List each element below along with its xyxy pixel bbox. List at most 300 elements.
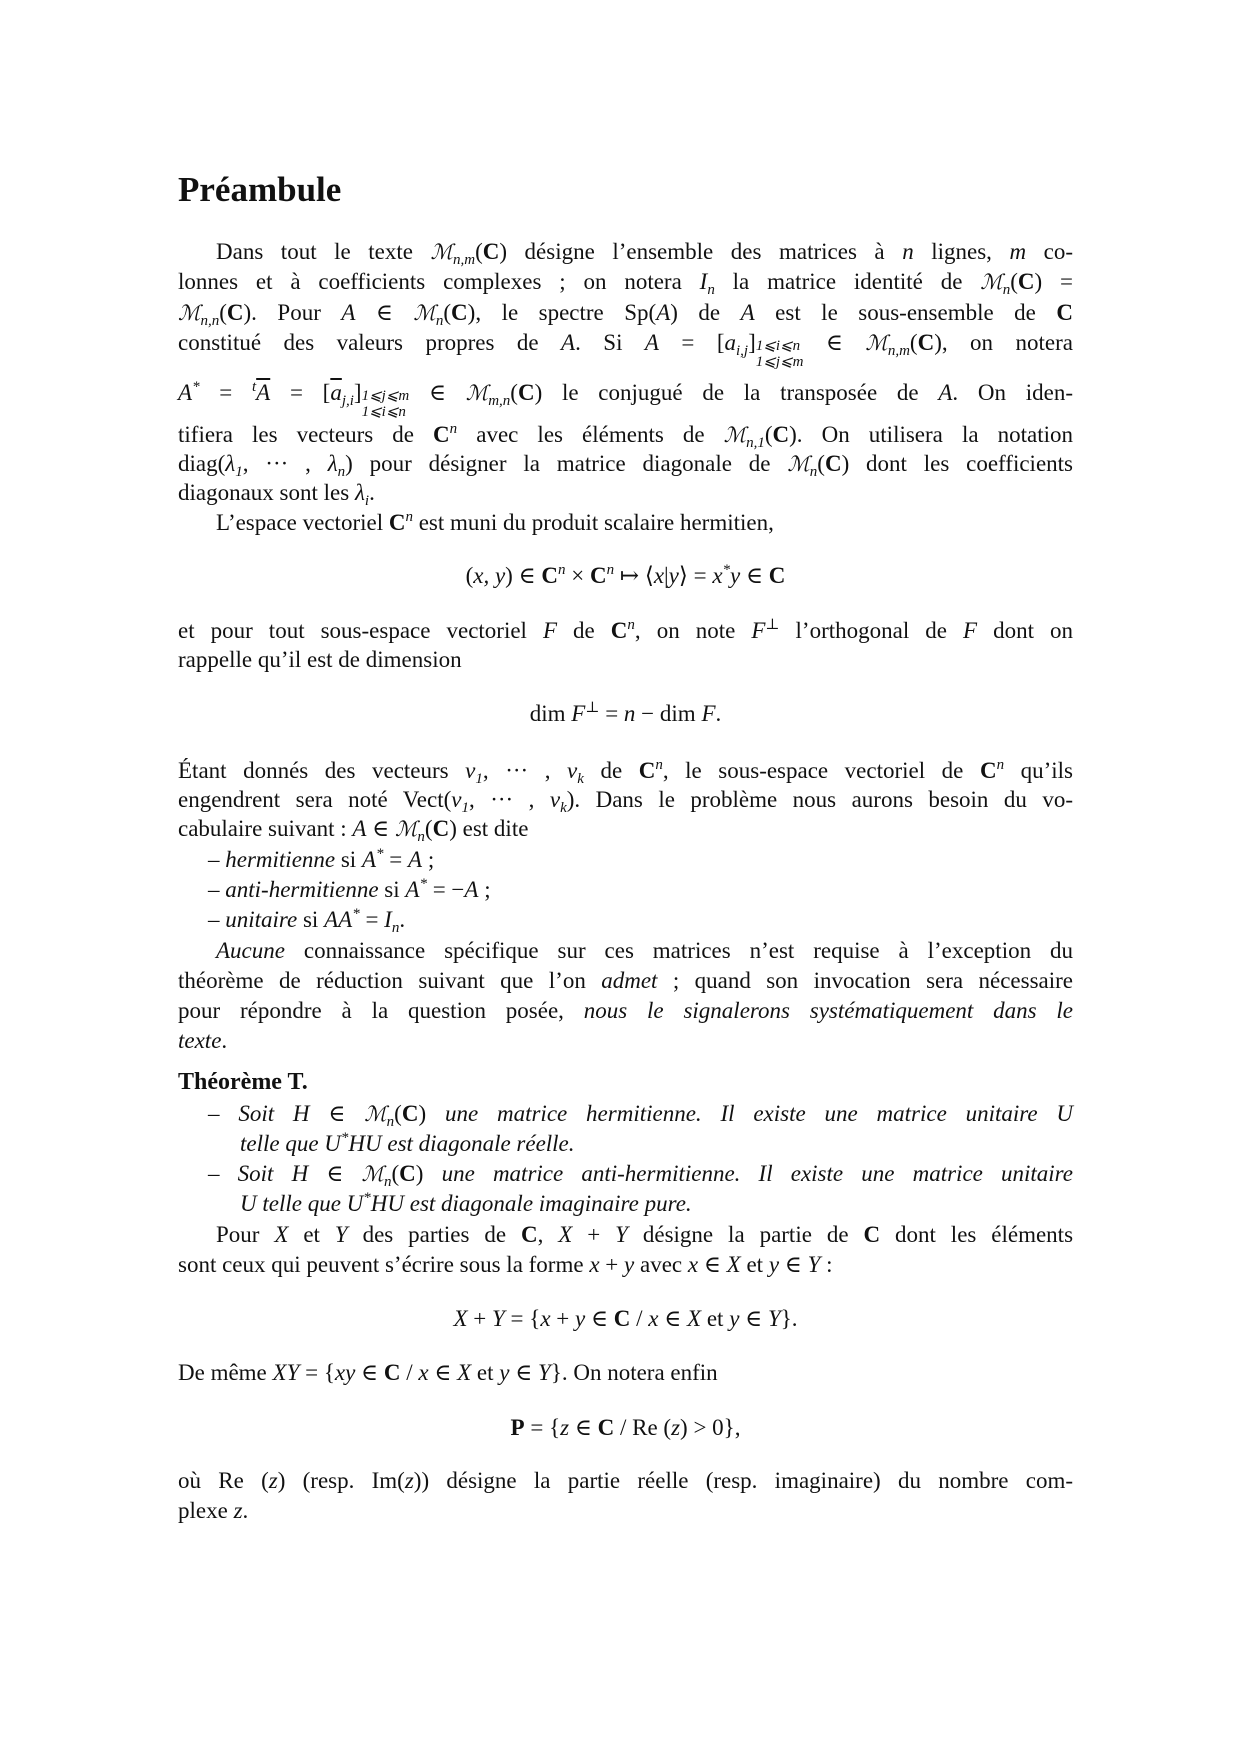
math-run: y [499,1360,510,1385]
display-equation [178,699,1073,729]
text-run: ∈ [803,330,866,355]
math-symbol: ℳ [364,1102,387,1126]
theorem-item [208,1159,1073,1189]
math-run: j,i [341,393,354,409]
paragraph-line [216,936,1073,966]
text-run: ). Pour [243,300,342,325]
text-run: / Re ( [614,1415,672,1440]
math-run: A [561,330,576,355]
text-run: = − [426,877,465,902]
math-run: anti-hermitienne [225,877,379,902]
math-run: n [391,920,400,936]
math-run: Soit H ∈ [237,1161,362,1186]
text-run: lignes, [913,239,1010,264]
math-run: n [557,562,566,578]
math-run: Y [615,1222,628,1247]
text-run: , on note [634,618,752,643]
text-run: : [820,1252,833,1277]
text-run: rappelle qu’il est de dimension [178,647,462,672]
paragraph-line [178,1026,1073,1056]
text-run: et [740,1252,769,1277]
math-run: t [252,379,257,395]
math-run: F [963,618,978,643]
math-run: Y [334,1222,348,1247]
math-run: X [274,1222,289,1247]
math-run: y [729,1306,740,1331]
text-run: et pour tout sous-espace vectoriel [178,618,543,643]
paragraph-line [178,645,1073,675]
text-run: = [ [658,330,725,355]
math-run: U telle que U [240,1191,364,1216]
text-run: sont ceux qui peuvent s’écrire sous la forme [178,1252,590,1277]
text-run: . [369,480,375,505]
math-run: C [768,563,786,588]
math-run: 1 [461,800,469,816]
math-symbol: ℳ [178,301,201,325]
paragraph-line [178,616,1073,646]
text-run: ) = [1034,269,1073,294]
math-run: * [363,1190,371,1206]
math-run: X [457,1360,472,1385]
text-run: Dans tout le texte [216,239,431,264]
text-run: , [537,1222,559,1247]
text-run: plexe [178,1498,234,1523]
paragraph-line [178,966,1073,996]
text-run: de [583,758,639,783]
math-run: A [644,330,659,355]
math-run: $\overline{a}$ [330,380,342,405]
paragraph-line [178,420,1073,450]
text-run: – [208,1161,238,1186]
text-run: ; [422,847,435,872]
text-run: cabulaire suivant : [178,816,353,841]
text-run: ∈ [585,1306,614,1331]
text-run: – [208,1101,239,1126]
text-run: ) > 0}, [680,1415,741,1440]
math-run: n [405,509,413,525]
math-run: A [178,380,193,405]
text-run: L’espace vectoriel [216,510,389,535]
math-run: C [433,422,450,447]
index-range [756,338,804,370]
index-range-row: 1⩽j⩽m [361,388,410,404]
list-item [208,845,1073,875]
text-run: lonnes et à coefficients complexes ; on notera [178,269,700,294]
text-run: ( [1010,269,1018,294]
theorem-heading: Théorème T. [178,1069,308,1095]
math-run: C [451,300,468,325]
math-run: nous le signalerons systématiquement dans le [583,998,1073,1023]
text-run: ( [219,300,227,325]
math-run: n [435,313,444,329]
math-run: xy [334,1360,356,1385]
math-run: k [560,800,567,816]
math-run: HU est diagonale imaginaire pure. [370,1191,692,1216]
text-run: ). Dans le problème nous aurons besoin du vo- [566,787,1073,812]
paragraph-line [216,237,1073,267]
text-run: Pour [216,1222,275,1247]
text-run: }. On notera enfin [550,1360,718,1385]
math-run: C [482,239,500,264]
math-symbol: ℳ [787,452,810,476]
text-run: = { [299,1360,335,1385]
text-run: co- [1026,239,1073,264]
text-run: / [630,1306,649,1331]
math-run: v [465,758,476,783]
math-run: y [730,563,741,588]
math-run: C [1017,269,1035,294]
text-run: . [242,1498,249,1523]
text-run: = [ [270,380,331,405]
math-run: y [575,1306,586,1331]
math-run: X [687,1306,702,1331]
math-run: I [384,907,392,932]
text-run: . [715,701,722,726]
paragraph-line [178,996,1073,1026]
math-run: C [401,1101,419,1126]
text-run: ) est dite [449,816,529,841]
math-run: n [707,282,715,298]
text-run: ( [465,563,474,588]
math-run: texte [178,1028,222,1053]
paragraph-line [178,1496,1073,1526]
text-run: ∈ [739,1306,768,1331]
text-run: ). On utilisera la notation [789,422,1073,447]
math-run: Aucune [216,938,285,963]
text-run: ∈ [740,563,769,588]
text-run: ∈ [569,1415,598,1440]
text-run: ( [909,330,918,355]
text-run: ) (resp. Im( [277,1468,405,1493]
math-run: F [701,701,716,726]
math-run: Y [538,1360,551,1385]
text-run: ( [817,451,825,476]
display-equation [178,1413,1073,1443]
text-run: avec les éléments de [457,422,724,447]
text-run: . On iden- [952,380,1073,405]
text-run: est muni du produit scalaire hermitien, [412,510,774,535]
text-run: + [550,1306,576,1331]
text-run: Étant donnés des vecteurs [178,758,466,783]
text-run: ( [764,422,773,447]
paragraph-line [178,756,1073,786]
text-run: et [471,1360,500,1385]
math-run: Y [807,1252,821,1277]
math-run: C [597,1415,615,1440]
text-run: ] [748,330,756,355]
text-run: est le sous-ensemble de [754,300,1057,325]
text-run: – [208,907,226,932]
math-run: Y [492,1306,505,1331]
math-run: C [383,1360,401,1385]
text-run: . [221,1028,228,1053]
math-symbol: ℳ [361,1162,384,1186]
math-run: k [577,771,584,787]
text-run: ⟩ = [678,563,713,588]
math-run: C [613,1306,631,1331]
text-run: = { [524,1415,561,1440]
math-run: AA [324,907,353,932]
math-run: * [192,379,200,395]
math-run: A [740,300,755,325]
math-run: * [722,562,731,578]
math-run: n,m [887,343,910,359]
text-run: si [378,877,406,902]
math-run: C [772,422,790,447]
text-run: et [288,1222,335,1247]
text-run: où Re ( [178,1468,269,1493]
math-run: n [627,617,635,633]
math-run: A [361,847,377,872]
math-run: C [517,380,535,405]
paragraph-line [178,267,1073,297]
text-run: , le sous-espace vectoriel de [662,758,980,783]
text-run: la matrice identité de [714,269,981,294]
math-run: n [996,757,1005,773]
text-run: − dim [635,701,702,726]
text-run: dont on [977,618,1074,643]
text-run: . Si [575,330,645,355]
text-run: = [199,380,252,405]
math-run: n,m [452,252,476,268]
math-run: λ [327,451,338,476]
text-run: ∈ [355,1360,384,1385]
list-item [208,875,1073,905]
math-run: C [589,563,607,588]
text-run: ) désigne l’ensemble des matrices à [499,239,903,264]
text-run: ; quand son invocation sera nécessaire [657,968,1073,993]
math-run: n [386,1114,395,1130]
text-run: ( [475,239,483,264]
paragraph-line [178,378,1073,420]
paragraph-line [178,328,1073,370]
text-run: = { [504,1306,541,1331]
index-range [362,388,410,420]
text-run: connaissance spécifique sur ces matrices n’est requise à l’exception du [284,938,1073,963]
text-run: qu’ils [1004,758,1073,783]
math-run: ⊥ [585,700,600,716]
math-run: Soit H ∈ [238,1101,365,1126]
text-run: l’orthogonal de [779,618,963,643]
text-run: ( [424,816,433,841]
math-run: C [1056,300,1073,325]
math-run: F [751,618,766,643]
text-run: si [335,847,362,872]
text-run: ∈ [409,380,466,405]
math-run: z [233,1498,243,1523]
math-symbol: ℳ [465,381,489,405]
text-run: ( [394,1101,402,1126]
math-run: x [687,1252,699,1277]
text-run: diagonaux sont les [178,480,355,505]
text-run: ↦ ⟨ [614,563,654,588]
paragraph-line [178,1358,1073,1388]
math-run: * [419,876,427,892]
text-run: – [208,847,226,872]
text-run: ( [443,300,452,325]
text-run: de [557,618,611,643]
math-run: i [364,493,370,509]
math-run: n [417,829,425,845]
math-run: x [648,1306,659,1331]
math-run: λ [354,480,365,505]
index-range-row: 1⩽i⩽n [755,338,801,354]
math-symbol: ℳ [865,331,888,355]
math-run: x [418,1360,429,1385]
math-run: C [399,1161,416,1186]
theorem-item [240,1189,1073,1219]
text-run: – [208,877,226,902]
math-run: F [542,618,558,643]
math-run: ⊥ [765,617,780,633]
math-run: C [917,330,935,355]
paragraph-line [178,785,1073,815]
text-run: ) de [670,300,741,325]
text-run: ), on notera [934,330,1073,355]
math-run: λ [225,451,236,476]
math-run: a [724,330,737,355]
math-run: x, y [473,563,506,588]
text-run: engendrent sera noté Vect( [178,787,452,812]
paragraph-line [178,1466,1073,1496]
math-run: A [405,877,420,902]
text-run: ( [510,380,518,405]
math-run: x [653,563,665,588]
math-run: i,j [736,343,749,359]
text-run: , ··· , [242,451,328,476]
text-run: ∈ [779,1252,808,1277]
paragraph-line [216,508,1073,538]
math-run: C [226,300,244,325]
math-run: A [352,816,367,841]
text-run: ) [415,1161,442,1186]
text-run: ∈ [355,300,414,325]
text-run: ] [353,380,362,405]
paragraph-line [178,814,1073,844]
text-run: ∈ [698,1252,727,1277]
math-symbol: ℳ [394,817,418,841]
math-symbol: ℳ [980,270,1003,294]
math-symbol: ℳ [430,240,453,264]
text-run: des parties de [347,1222,521,1247]
text-run: , ··· , [469,787,550,812]
math-run: z [404,1468,414,1493]
math-run: A [408,847,423,872]
text-run: / [400,1360,419,1385]
math-run: A [341,300,356,325]
text-run: ( [391,1161,400,1186]
index-range-row: 1⩽i⩽n [361,404,406,420]
text-run: × [565,563,590,588]
math-run: z [671,1415,681,1440]
text-run: = [599,701,624,726]
math-run: hermitienne [225,847,336,872]
text-run: = [383,847,408,872]
math-run: n [623,701,636,726]
math-run: telle que U [240,1131,341,1156]
math-run: A [464,877,479,902]
text-run: avec [634,1252,688,1277]
text-run: tifiera les vecteurs de [178,422,434,447]
math-run: n [337,464,346,480]
math-run: C [432,816,450,841]
text-run: ∈ [428,1360,458,1385]
math-run: n,1 [746,435,765,451]
text-run: ∈ [658,1306,688,1331]
math-run: F [571,701,586,726]
math-run: X [558,1222,573,1247]
text-run: et [701,1306,730,1331]
text-run: ∈ [509,1360,539,1385]
math-run: Y [767,1306,781,1331]
math-run: v [451,787,462,812]
theorem-item [208,1099,1073,1129]
paragraph-line [216,1220,1073,1250]
math-run: C [610,618,628,643]
math-run: x [540,1306,551,1331]
math-run: XY [272,1360,300,1385]
index-range-row: 1⩽j⩽m [755,354,804,370]
math-run: C [541,563,558,588]
math-run: m,n [488,393,511,409]
math-run: * [352,906,360,922]
math-run: C [388,510,406,535]
math-run: y [768,1252,780,1277]
text-run: ) ∈ [505,563,542,588]
math-run: m [1009,239,1027,264]
math-run: P [510,1415,525,1440]
text-run: + [572,1222,616,1247]
math-run: n [449,421,458,437]
text-run: }. [780,1306,798,1331]
math-run: n [655,757,663,773]
text-run: ) pour désigner la matrice diagonale de [345,451,788,476]
text-run: + [599,1252,625,1277]
math-run: n [1002,282,1011,298]
math-run: v [549,787,561,812]
math-run: * [376,846,384,862]
text-run: | [664,563,669,588]
text-run: ; [478,877,491,902]
math-run: C [638,758,656,783]
math-run: A [938,380,953,405]
math-run: 1 [235,464,243,480]
math-run: * [340,1130,349,1146]
text-run: . [399,907,406,932]
text-run: dont les éléments [880,1222,1074,1247]
text-run: )) désigne la partie réelle (resp. imaginaire) du nombre com- [413,1468,1073,1493]
math-run: HU est diagonale réelle. [348,1131,575,1156]
list-item [208,905,1073,935]
math-run: admet [601,968,658,993]
paragraph-line [178,1250,1073,1280]
math-run: C [863,1222,881,1247]
math-run: C [979,758,997,783]
paragraph-line [178,449,1073,479]
text-run: ), le spectre Sp( [467,300,657,325]
math-run: $\overline{A}$ [256,380,271,405]
text-run: = [359,907,385,932]
text-run: ∈ [366,816,395,841]
text-run: , ··· , [482,758,568,783]
math-run: I [699,269,708,294]
text-run: constitué des valeurs propres de [178,330,562,355]
math-run: A [656,300,671,325]
math-run: n [383,1174,392,1190]
math-symbol: ℳ [723,423,747,447]
math-run: unitaire [225,907,298,932]
section-title: Préambule [178,170,342,209]
